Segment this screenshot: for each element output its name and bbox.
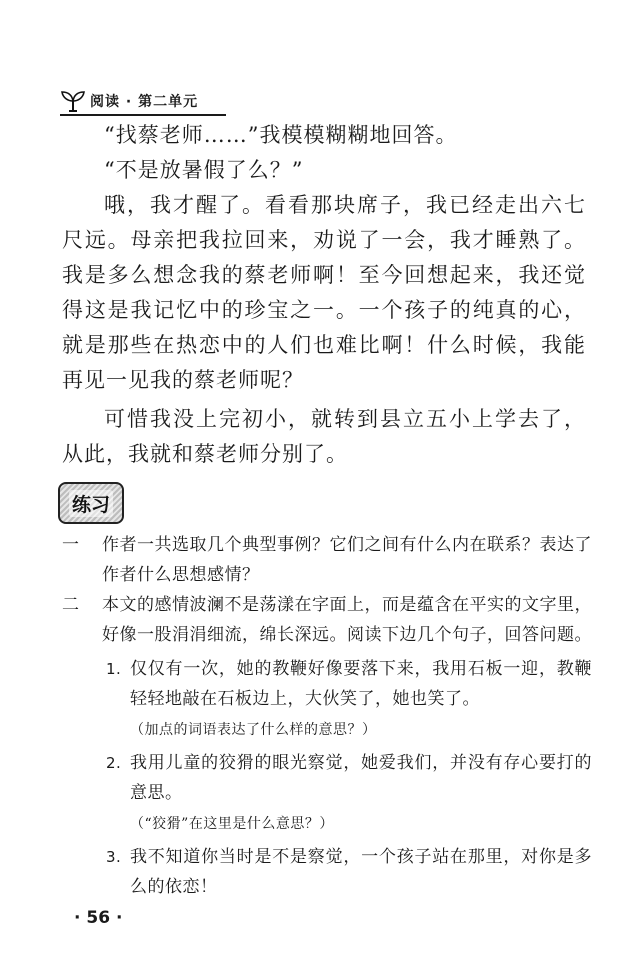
sub-question-text: 仅仅有一次，她的教鞭好像要落下来，我用石板一迎，教鞭轻轻地敲在石板边上，大伙笑了，她也笑了。 <box>130 659 592 709</box>
question-number: 二 <box>62 595 80 615</box>
question-item <box>62 590 592 650</box>
exercise-badge-label: 练习 <box>69 490 113 517</box>
page-header <box>60 88 198 114</box>
paragraph: “不是放暑假了么？” <box>104 158 304 182</box>
sub-question-text: 我不知道你当时是不是察觉，一个孩子站在那里，对你是多么的依恋！ <box>130 847 592 897</box>
paragraph: 哦，我才醒了。看看那块席子，我已经走出六七尺远。母亲把我拉回来，劝说了一会，我才睡熟了。我是多么想念我的蔡老师啊！至今回想起来，我还觉得这是我记忆中的珍宝之一。一个孩子的纯真的心，就是那些在热恋中的人们也难比啊！什么时候，我能再见一见我的蔡老师呢？ <box>62 193 586 392</box>
paragraph: “找蔡老师……”我模模糊糊地回答。 <box>104 123 458 147</box>
header-title: 阅读 · 第二单元 <box>90 94 199 110</box>
sub-question-number: 1. <box>106 660 122 678</box>
sub-question <box>106 748 592 838</box>
sprout-icon <box>60 90 86 112</box>
story-text <box>62 118 586 472</box>
header-rule <box>60 114 226 116</box>
exercise-badge <box>58 482 124 524</box>
sub-question-text: 我用儿童的狡猾的眼光察觉，她爱我们，并没有存心要打的意思。 <box>130 753 592 803</box>
sub-question <box>106 654 592 744</box>
sub-question-note: （加点的词语表达了什么样的意思？） <box>130 722 377 738</box>
sub-question <box>106 842 592 902</box>
question-number: 一 <box>62 535 80 555</box>
question-text: 本文的感情波澜不是荡漾在字面上，而是蕴含在平实的文字里，好像一股涓涓细流，绵长深远。阅读下边几个句子，回答问题。 <box>102 595 592 645</box>
paragraph: 可惜我没上完初小，就转到县立五小上学去了，从此，我就和蔡老师分别了。 <box>62 407 586 466</box>
sub-question-note: （“狡猾”在这里是什么意思？） <box>130 816 334 832</box>
exercise-list <box>62 530 592 902</box>
question-item <box>62 530 592 590</box>
sub-question-number: 2. <box>106 754 122 772</box>
page-number: · 56 · <box>74 908 123 928</box>
question-text: 作者一共选取几个典型事例？它们之间有什么内在联系？表达了作者什么思想感情？ <box>102 535 592 585</box>
sub-question-number: 3. <box>106 848 122 866</box>
